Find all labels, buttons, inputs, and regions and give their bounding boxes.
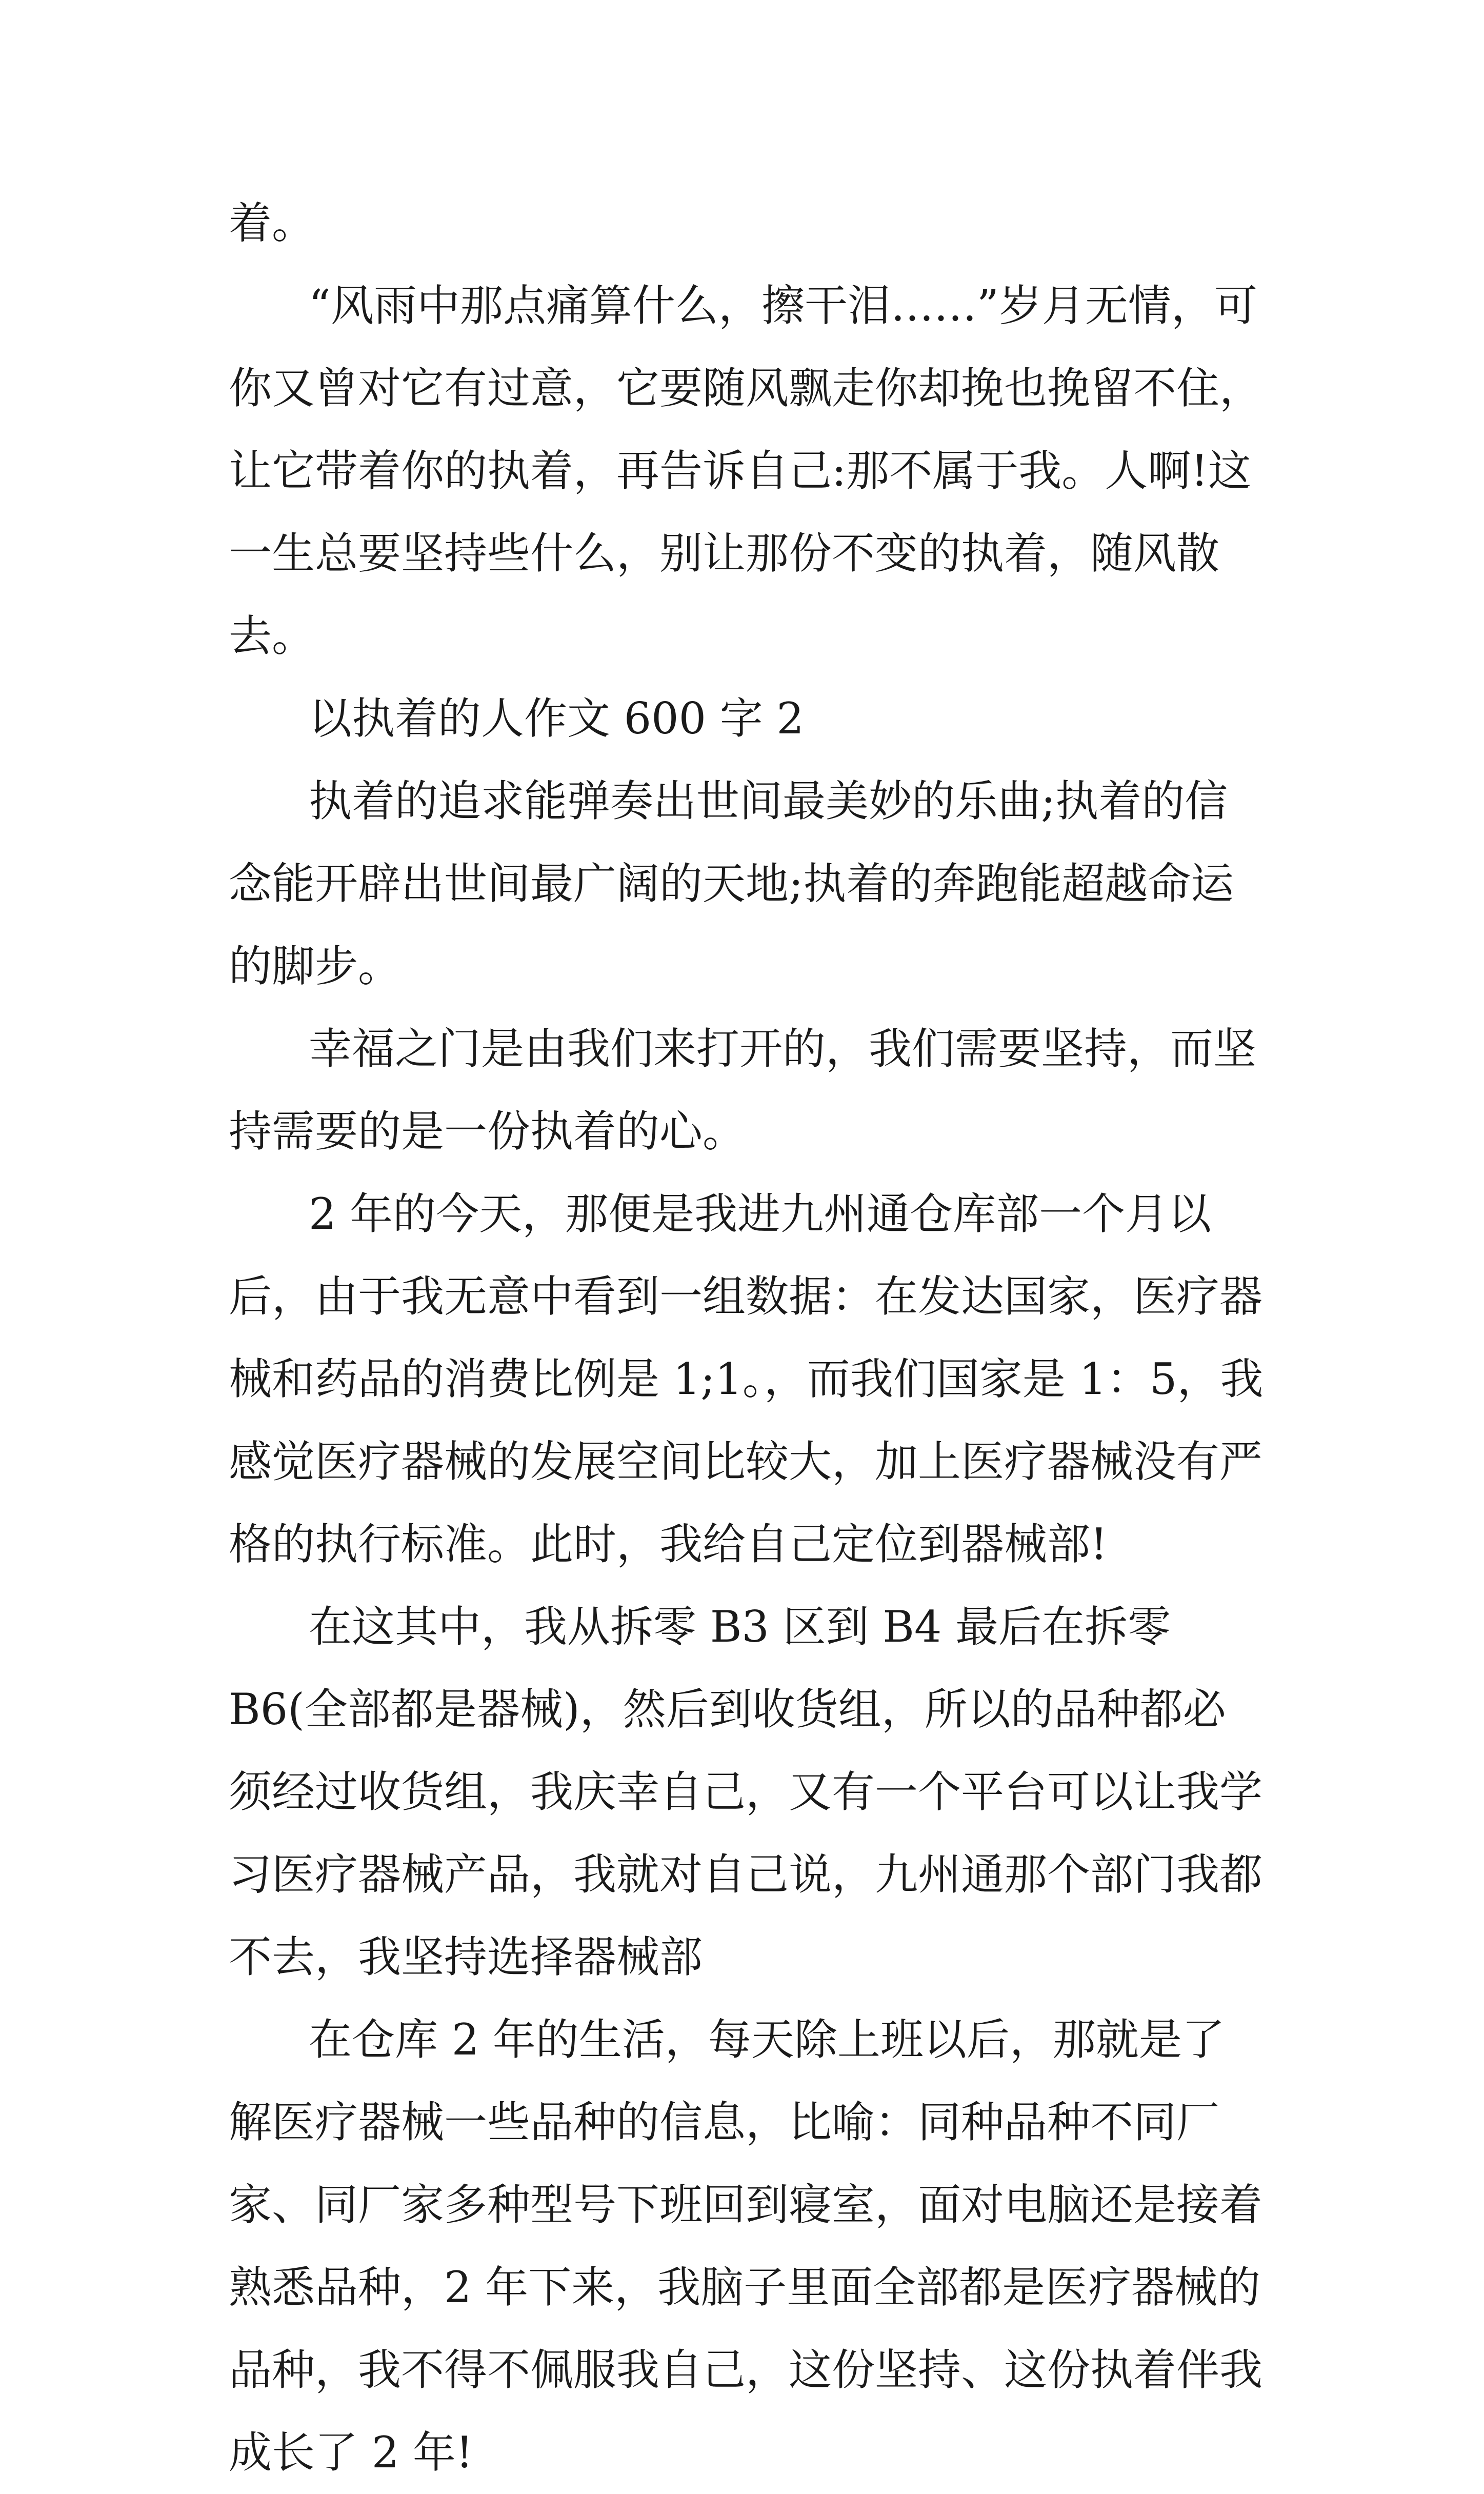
- paragraph: 在这其中，我从拆零 B3 区到 B4 最后在拆零 B6(全部都是器械)，然后到收货组，所以的品种都必须经过收货组，我庆幸自己，又有一个平台可以让我学习医疗器械产品，我就对自己说，九州通那个部门我都不去，我坚持选择器械部: [229, 1602, 1263, 1982]
- paragraph: 执着的追求能弹奏出世间最美妙的乐曲;执着的信念能开辟出世间最广阔的天地;执着的奔跑能超越命运的脚步。: [229, 776, 1234, 991]
- paragraph: 2 年的今天，那便是我进九州通仓库部一个月以后，由于我无意中看到一组数据：在发达国家，医疗器械和药品的消费比例是 1;1。，而我们国家是 1：5，我感觉医疗器械的发展空间比较大，加上医疗器械没有严格的执行标准。此时，我给自己定位到器械部!: [229, 1189, 1264, 1569]
- paragraph: 在仓库 2 年的生活，每天除上班以后，那就是了解医疗器械一些品种的信息，比喻：同种品种不同厂家、同厂家多种型号下班回到寝室，面对电脑还是接着熟悉品种，2 年下来，我脑子里面全部都是医疗器械的品种，我不得不佩服我自己，这份坚持、这份执着伴我成长了 2 年!: [229, 2014, 1263, 2478]
- essay-title: 以执着的人作文 600 字 2: [309, 693, 804, 744]
- paragraph: 幸福之门是由我们来打开的，我们需要坚持，而坚持需要的是一份执着的心。: [229, 1024, 1257, 1156]
- paragraph: “风雨中那点痛算什么，擦干泪……”岁月无情，可你又曾对它有过意，它要随风飘走你却挽也挽留不住，让它带着你的执着，再告诉自己:那不属于我。人啊!这一生总要坚持些什么，别让那份不变的执着，随风散去。: [229, 281, 1263, 661]
- paragraph-continuation: 着。: [229, 198, 315, 248]
- document-body: [229, 182, 1265, 2494]
